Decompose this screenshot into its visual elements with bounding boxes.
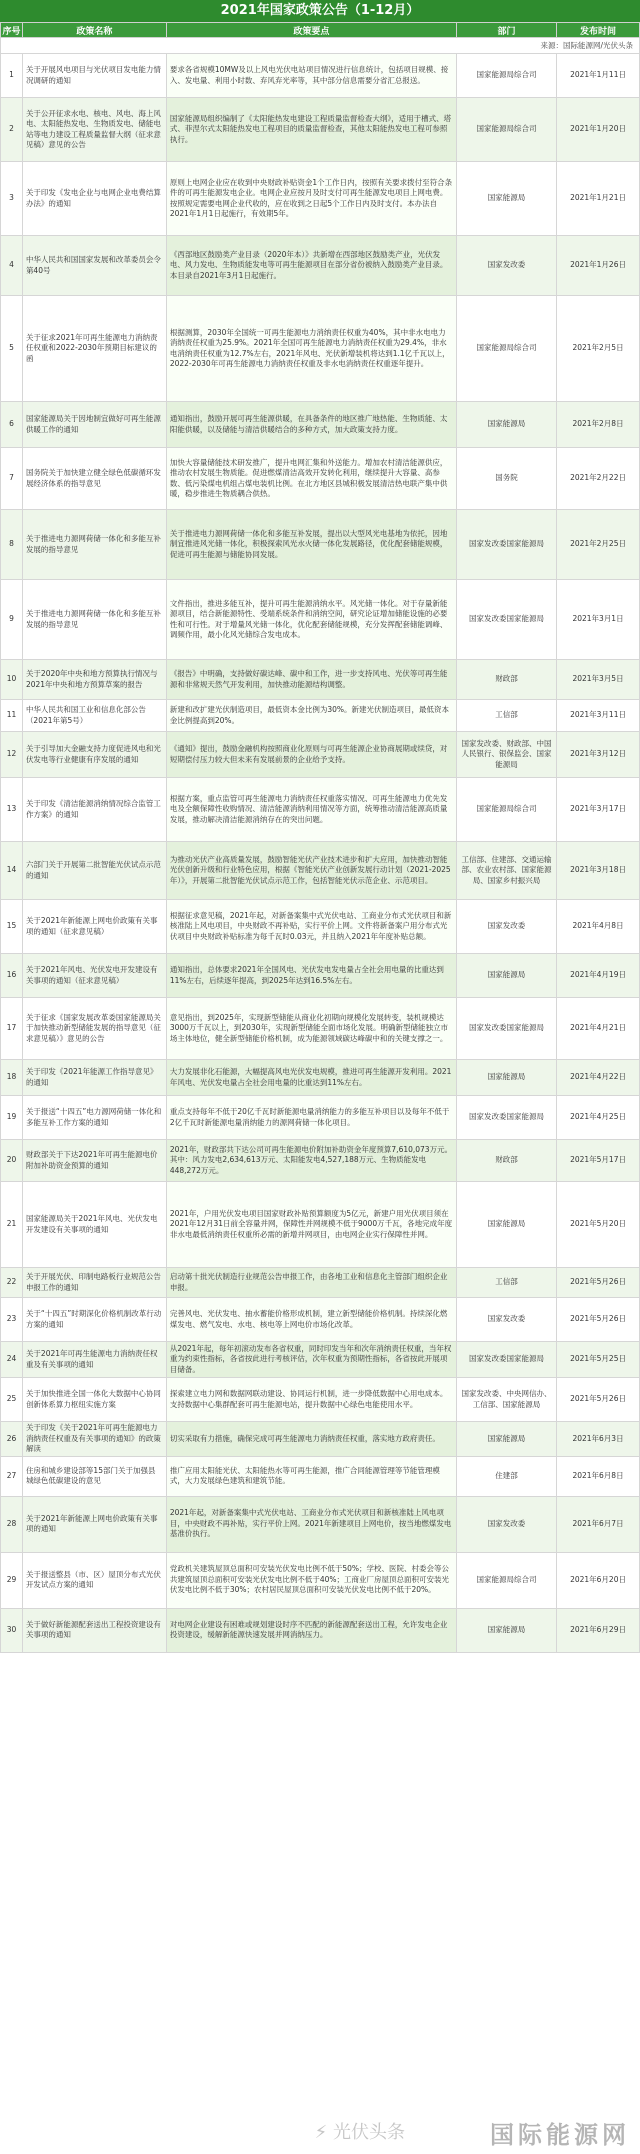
table-row	[1, 1422, 640, 1457]
policy-date: 2021年5月17日	[557, 1140, 640, 1182]
policy-name: 关于加快推进全国一体化大数据中心协同创新体系算力枢纽实施方案	[22, 1378, 166, 1422]
policy-points: 2021年，户用光伏发电项目国家财政补贴预算额度为5亿元，新建户用光伏项目须在2021年12月31日前全容量并网，保障性并网规模不低于9000万千瓦，各地完成年度非水电最低消纳责任权重所必需的新增并网项目，由电网企业实行保障性并网。	[166, 1182, 456, 1268]
table-row	[1, 54, 640, 98]
table-row	[1, 1060, 640, 1096]
policy-date: 2021年1月11日	[557, 54, 640, 98]
policy-dept: 国家能源局综合司	[457, 54, 557, 98]
row-number: 2	[1, 98, 23, 162]
table-row	[1, 580, 640, 660]
policy-date: 2021年6月29日	[557, 1608, 640, 1652]
policy-points: 推广应用太阳能光伏、太阳能热水等可再生能源，推广合同能源管理等节能管理模式，大力发展绿色建筑和建筑节能。	[166, 1456, 456, 1496]
row-number: 8	[1, 510, 23, 580]
table-row	[1, 1342, 640, 1378]
policy-points: 《西部地区鼓励类产业目录（2020年本）》共新增在西部地区鼓励类产业，光伏发电、风力发电、生物质能发电等可再生能源项目在部分省份被纳入鼓励类产业目录。本目录自2021年3月1日起施行。	[166, 236, 456, 296]
table-row	[1, 998, 640, 1060]
table-row	[1, 778, 640, 842]
table-row	[1, 1456, 640, 1496]
row-number: 14	[1, 842, 23, 900]
policy-date: 2021年2月25日	[557, 510, 640, 580]
table-row	[1, 1268, 640, 1298]
policy-dept: 国家能源局	[457, 954, 557, 998]
policy-points: 根据方案，重点监管可再生能源电力消纳责任权重落实情况、可再生能源电力优先发电及全额保障性收购情况、清洁能源消纳利用情况等方面，统筹推动清洁能源高质量发展，推动解决清洁能源消纳存在的突出问题。	[166, 778, 456, 842]
policy-name: 关于引导加大金融支持力度促进风电和光伏发电等行业健康有序发展的通知	[22, 732, 166, 778]
policy-dept: 工信部	[457, 1268, 557, 1298]
policy-dept: 国家能源局	[457, 1422, 557, 1457]
policy-name: 关于报送整县（市、区）屋顶分布式光伏开发试点方案的通知	[22, 1552, 166, 1608]
row-number: 28	[1, 1496, 23, 1552]
row-number: 23	[1, 1298, 23, 1342]
row-number: 22	[1, 1268, 23, 1298]
policy-name: 关于“十四五”时期深化价格机制改革行动方案的通知	[22, 1298, 166, 1342]
row-number: 5	[1, 296, 23, 402]
row-number: 4	[1, 236, 23, 296]
policy-dept: 国家发改委国家能源局	[457, 1342, 557, 1378]
policy-date: 2021年2月22日	[557, 448, 640, 510]
table-row	[1, 700, 640, 732]
table-row	[1, 1298, 640, 1342]
policy-points: 党政机关建筑屋顶总面积可安装光伏发电比例不低于50%；学校、医院、村委会等公共建筑屋顶总面积可安装光伏发电比例不低于40%；工商业厂房屋顶总面积可安装光伏发电比例不低于30%；农村居民屋顶总面积可安装光伏发电比例不低于20%。	[166, 1552, 456, 1608]
policy-points: 为推动光伏产业高质量发展，鼓励智能光伏产业技术进步和扩大应用，加快推动智能光伏创新升级和行业特色应用，根据《智能光伏产业创新发展行动计划（2021-2025年）》，开展第二批智能光伏试点示范工作，包括智能光伏示范企业、示范项目。	[166, 842, 456, 900]
policy-date: 2021年3月1日	[557, 580, 640, 660]
policy-date: 2021年2月8日	[557, 402, 640, 448]
policy-name: 国家能源局关于因地制宜做好可再生能源供暖工作的通知	[22, 402, 166, 448]
policy-date: 2021年4月19日	[557, 954, 640, 998]
table-row	[1, 1140, 640, 1182]
policy-name: 关于推进电力源网荷储一体化和多能互补发展的指导意见	[22, 580, 166, 660]
header-dept: 部门	[457, 23, 557, 38]
table-row	[1, 98, 640, 162]
policy-name: 关于2021年新能源上网电价政策有关事项的通知	[22, 1496, 166, 1552]
policy-name: 关于开展风电项目与光伏项目发电能力情况调研的通知	[22, 54, 166, 98]
policy-date: 2021年1月20日	[557, 98, 640, 162]
policy-dept: 国家发改委	[457, 900, 557, 954]
row-number: 19	[1, 1096, 23, 1140]
policy-date: 2021年1月21日	[557, 162, 640, 236]
policy-points: 完善风电、光伏发电、抽水蓄能价格形成机制，建立新型储能价格机制。持续深化燃煤发电、燃气发电、水电、核电等上网电价市场化改革。	[166, 1298, 456, 1342]
policy-points: 根据征求意见稿，2021年起，对新备案集中式光伏电站、工商业分布式光伏项目和新核准陆上风电项目，中央财政不再补贴，实行平价上网。文件将新备案户用分布式光伏项目中央财政补贴标准为每千瓦时0.03元，并且纳入2021年年度补贴总额。	[166, 900, 456, 954]
policy-name: 关于2020年中央和地方预算执行情况与2021年中央和地方预算草案的报告	[22, 660, 166, 700]
policy-name: 关于推进电力源网荷储一体化和多能互补发展的指导意见	[22, 510, 166, 580]
policy-name: 关于2021年可再生能源电力消纳责任权重及有关事项的通知	[22, 1342, 166, 1378]
policy-points: 2021年起，对新备案集中式光伏电站、工商业分布式光伏项目和新核准陆上风电项目，中央财政不再补贴，实行平价上网。2021年新建项目上网电价，按当地燃煤发电基准价执行。	[166, 1496, 456, 1552]
table-row	[1, 842, 640, 900]
row-number: 24	[1, 1342, 23, 1378]
row-number: 15	[1, 900, 23, 954]
policy-dept: 国家发改委	[457, 1496, 557, 1552]
policy-points: 国家能源局组织编制了《太阳能热发电建设工程质量监督检查大纲》，适用于槽式、塔式、菲涅尔式太阳能热发电工程项目的质量监督检查，其他太阳能热发电工程可参照执行。	[166, 98, 456, 162]
policy-points: 《通知》提出，鼓励金融机构按照商业化原则与可再生能源企业协商展期或续贷，对短期偿付压力较大但未来有发展前景的企业给予支持。	[166, 732, 456, 778]
policy-date: 2021年5月25日	[557, 1342, 640, 1378]
policy-date: 2021年6月20日	[557, 1552, 640, 1608]
policy-name: 关于印发《关于2021年可再生能源电力消纳责任权重及有关事项的通知》的政策解读	[22, 1422, 166, 1457]
header-name: 政策名称	[22, 23, 166, 38]
page-title: 2021年国家政策公告（1-12月）	[0, 0, 640, 22]
row-number: 16	[1, 954, 23, 998]
policy-name: 关于2021年风电、光伏发电开发建设有关事项的通知（征求意见稿）	[22, 954, 166, 998]
policy-dept: 国家能源局综合司	[457, 1552, 557, 1608]
policy-date: 2021年3月17日	[557, 778, 640, 842]
policy-name: 六部门关于开展第二批智能光伏试点示范的通知	[22, 842, 166, 900]
policy-name: 关于报送“十四五”电力源网荷储一体化和多能互补工作方案的通知	[22, 1096, 166, 1140]
policy-points: 关于推进电力源网荷储一体化和多能互补发展，提出以大型风光电基地为依托，因地制宜推进风光储一体化，积极探索风光水火储一体化发展路径，优化配套储能规模，促进可再生能源与储能协同发展。	[166, 510, 456, 580]
policy-name: 关于印发《清洁能源消纳情况综合监管工作方案》的通知	[22, 778, 166, 842]
source-note: 来源：国际能源网/光伏头条	[1, 38, 640, 54]
table-row	[1, 1096, 640, 1140]
policy-table	[0, 22, 640, 1653]
header-points: 政策要点	[166, 23, 456, 38]
policy-date: 2021年5月26日	[557, 1298, 640, 1342]
row-number: 18	[1, 1060, 23, 1096]
policy-points: 2021年，财政部共下达公司可再生能源电价附加补助资金年度预算7,610,073万元。其中：风力发电2,634,613万元、太阳能发电4,527,188万元、生物质能发电448,272万元。	[166, 1140, 456, 1182]
row-number: 30	[1, 1608, 23, 1652]
policy-points: 从2021年起，每年初滚动发布各省权重，同时印发当年和次年消纳责任权重，当年权重为约束性指标，各省按此进行考核评估，次年权重为预期性指标，各省按此开展项目储备。	[166, 1342, 456, 1378]
table-header-row	[1, 23, 640, 38]
policy-date: 2021年5月26日	[557, 1378, 640, 1422]
policy-date: 2021年3月12日	[557, 732, 640, 778]
policy-dept: 国家发改委国家能源局	[457, 998, 557, 1060]
policy-dept: 国家发改委国家能源局	[457, 1096, 557, 1140]
policy-date: 2021年5月20日	[557, 1182, 640, 1268]
table-row	[1, 1496, 640, 1552]
policy-name: 关于印发《发电企业与电网企业电费结算办法》的通知	[22, 162, 166, 236]
policy-dept: 国家能源局综合司	[457, 98, 557, 162]
policy-points: 启动第十批光伏制造行业规范公告申报工作，由各地工业和信息化主管部门组织企业申报。	[166, 1268, 456, 1298]
policy-dept: 国家能源局	[457, 1182, 557, 1268]
table-row	[1, 1378, 640, 1422]
policy-points: 重点支持每年不低于20亿千瓦时新能源电量消纳能力的多能互补项目以及每年不低于2亿千瓦时新能源电量消纳能力的源网荷储一体化项目。	[166, 1096, 456, 1140]
policy-name: 住房和城乡建设部等15部门关于加强县城绿色低碳建设的意见	[22, 1456, 166, 1496]
policy-name: 中华人民共和国国家发展和改革委员会令第40号	[22, 236, 166, 296]
policy-date: 2021年4月25日	[557, 1096, 640, 1140]
policy-dept: 国家能源局	[457, 1060, 557, 1096]
row-number: 29	[1, 1552, 23, 1608]
policy-dept: 工信部	[457, 700, 557, 732]
policy-dept: 财政部	[457, 660, 557, 700]
policy-date: 2021年6月7日	[557, 1496, 640, 1552]
policy-points: 切实采取有力措施，确保完成可再生能源电力消纳责任权重，落实地方政府责任。	[166, 1422, 456, 1457]
policy-name: 财政部关于下达2021年可再生能源电价附加补助资金预算的通知	[22, 1140, 166, 1182]
table-row	[1, 1608, 640, 1652]
policy-points: 根据测算，2030年全国统一可再生能源电力消纳责任权重为40%，其中非水电电力消纳责任权重为25.9%。2021年全国可再生能源电力消纳责任权重为29.4%，非水电消纳责任权重为12.7%左右，2021年风电、光伏新增装机将达到1.1亿千瓦以上，2022-2030年可再生能源电力消纳责任权重及非水电消纳责任权重逐年提升。	[166, 296, 456, 402]
row-number: 25	[1, 1378, 23, 1422]
policy-name: 中华人民共和国工业和信息化部公告（2021年第5号）	[22, 700, 166, 732]
policy-points: 《报告》中明确，支持做好碳达峰、碳中和工作，进一步支持风电、光伏等可再生能源和非常规天然气开发利用，加快推动能源结构调整。	[166, 660, 456, 700]
table-row	[1, 402, 640, 448]
table-row	[1, 296, 640, 402]
table-row	[1, 510, 640, 580]
policy-date: 2021年6月3日	[557, 1422, 640, 1457]
policy-name: 国务院关于加快建立健全绿色低碳循环发展经济体系的指导意见	[22, 448, 166, 510]
row-number: 13	[1, 778, 23, 842]
policy-points: 通知指出，鼓励开展可再生能源供暖，在具备条件的地区推广地热能、生物质能、太阳能供暖，以及储能与清洁供暖结合的多种方式，加大政策支持力度。	[166, 402, 456, 448]
row-number: 10	[1, 660, 23, 700]
policy-points: 意见指出，到2025年，实现新型储能从商业化初期向规模化发展转变，装机规模达3000万千瓦以上，到2030年，实现新型储能全面市场化发展。明确新型储能独立市场主体地位，健全新型储能价格机制，成为能源领域碳达峰碳中和的关键支撑之一。	[166, 998, 456, 1060]
policy-dept: 住建部	[457, 1456, 557, 1496]
policy-points: 探索建立电力网和数据网联动建设、协同运行机制，进一步降低数据中心用电成本。支持数据中心集群配套可再生能源电站，提升数据中心绿色电能使用水平。	[166, 1378, 456, 1422]
policy-dept: 国家能源局	[457, 402, 557, 448]
policy-date: 2021年4月21日	[557, 998, 640, 1060]
watermark: 国际能源网	[490, 2121, 630, 2149]
row-number: 26	[1, 1422, 23, 1457]
policy-name: 关于开展光伏、印制电路板行业规范公告申报工作的通知	[22, 1268, 166, 1298]
policy-name: 关于征求《国家发展改革委国家能源局关于加快推动新型储能发展的指导意见（征求意见稿）》意见的公告	[22, 998, 166, 1060]
table-row	[1, 954, 640, 998]
policy-dept: 国家能源局综合司	[457, 778, 557, 842]
policy-points: 加快大容量储能技术研发推广，提升电网汇集和外送能力。增加农村清洁能源供应，推动农村发展生物质能。促进燃煤清洁高效开发转化利用，继续提升大容量、高参数、低污染煤电机组占煤电装机比例。在北方地区县城积极发展清洁热电联产集中供暖，稳步推进生物质耦合供热。	[166, 448, 456, 510]
policy-points: 大力发展非化石能源，大幅提高风电光伏发电规模，推进可再生能源开发利用。2021年风电、光伏发电量占全社会用电量的比重达到11%左右。	[166, 1060, 456, 1096]
policy-date: 2021年2月5日	[557, 296, 640, 402]
policy-dept: 国家发改委	[457, 236, 557, 296]
policy-points: 新建和改扩建光伏制造项目，最低资本金比例为30%。新建光伏制造项目，最低资本金比例提高到20%。	[166, 700, 456, 732]
header-no: 序号	[1, 23, 23, 38]
header-date: 发布时间	[557, 23, 640, 38]
row-number: 12	[1, 732, 23, 778]
row-number: 11	[1, 700, 23, 732]
policy-date: 2021年3月11日	[557, 700, 640, 732]
policy-dept: 工信部、住建部、交通运输部、农业农村部、国家能源局、国家乡村振兴局	[457, 842, 557, 900]
row-number: 21	[1, 1182, 23, 1268]
table-row	[1, 1552, 640, 1608]
policy-date: 2021年5月26日	[557, 1268, 640, 1298]
policy-date: 2021年6月8日	[557, 1456, 640, 1496]
policy-dept: 国家发改委国家能源局	[457, 510, 557, 580]
row-number: 17	[1, 998, 23, 1060]
policy-dept: 国家能源局综合司	[457, 296, 557, 402]
table-row	[1, 900, 640, 954]
policy-dept: 国家发改委、中央网信办、工信部、国家能源局	[457, 1378, 557, 1422]
policy-date: 2021年4月22日	[557, 1060, 640, 1096]
policy-name: 关于做好新能源配套送出工程投资建设有关事项的通知	[22, 1608, 166, 1652]
policy-name: 关于2021年新能源上网电价政策有关事项的通知（征求意见稿）	[22, 900, 166, 954]
policy-dept: 财政部	[457, 1140, 557, 1182]
row-number: 20	[1, 1140, 23, 1182]
policy-points: 对电网企业建设有困难或规划建设时序不匹配的新能源配套送出工程，允许发电企业投资建设，缓解新能源快速发展并网消纳压力。	[166, 1608, 456, 1652]
table-row	[1, 448, 640, 510]
policy-points: 通知指出，总体要求2021年全国风电、光伏发电发电量占全社会用电量的比重达到11%左右，后续逐年提高，到2025年达到16.5%左右。	[166, 954, 456, 998]
policy-dept: 国家能源局	[457, 1608, 557, 1652]
policy-points: 要求各省规模10MW及以上风电光伏电站项目情况进行信息统计，包括项目规模、接入、发电量、利用小时数、弃风弃光率等，其中部分信息需要分省汇总报送。	[166, 54, 456, 98]
policy-dept: 国家能源局	[457, 162, 557, 236]
policy-date: 2021年3月5日	[557, 660, 640, 700]
policy-dept: 国务院	[457, 448, 557, 510]
row-number: 9	[1, 580, 23, 660]
watermark-logo-icon: ⚡ 光伏头条	[314, 2122, 405, 2143]
policy-name: 关于征求2021年可再生能源电力消纳责任权重和2022-2030年预期目标建议的函	[22, 296, 166, 402]
table-row	[1, 732, 640, 778]
row-number: 1	[1, 54, 23, 98]
policy-name: 国家能源局关于2021年风电、光伏发电开发建设有关事项的通知	[22, 1182, 166, 1268]
policy-points: 文件指出，推进多能互补，提升可再生能源消纳水平。风光储一体化。对于存量新能源项目，结合新能源特性、受端系统条件和消纳空间，研究论证增加储能设施的必要性和可行性。对于增量风光储一体化，优化配套储能规模，充分发挥配套储能调峰、调频作用，最小化风光储综合发电成本。	[166, 580, 456, 660]
policy-dept: 国家发改委、财政部、中国人民银行、银保监会、国家能源局	[457, 732, 557, 778]
row-number: 3	[1, 162, 23, 236]
policy-date: 2021年3月18日	[557, 842, 640, 900]
policy-date: 2021年1月26日	[557, 236, 640, 296]
policy-dept: 国家发改委国家能源局	[457, 580, 557, 660]
row-number: 6	[1, 402, 23, 448]
table-row	[1, 1182, 640, 1268]
table-row	[1, 660, 640, 700]
row-number: 7	[1, 448, 23, 510]
policy-date: 2021年4月8日	[557, 900, 640, 954]
policy-name: 关于公开征求水电、核电、风电、海上风电、太阳能热发电、生物质发电、储能电站等电力建设工程质量监督大纲（征求意见稿）意见的公告	[22, 98, 166, 162]
policy-name: 关于印发《2021年能源工作指导意见》的通知	[22, 1060, 166, 1096]
policy-points: 原则上电网企业应在收到中央财政补贴资金1个工作日内，按照有关要求拨付至符合条件的可再生能源发电企业。电网企业应按月及时支付可再生能源发电项目上网电费。按照规定需要电网企业代收的，应在收到之日起5个工作日内及时支付。本办法自2021年1月1日起施行，有效期5年。	[166, 162, 456, 236]
policy-dept: 国家发改委	[457, 1298, 557, 1342]
table-row	[1, 236, 640, 296]
table-row	[1, 162, 640, 236]
row-number: 27	[1, 1456, 23, 1496]
